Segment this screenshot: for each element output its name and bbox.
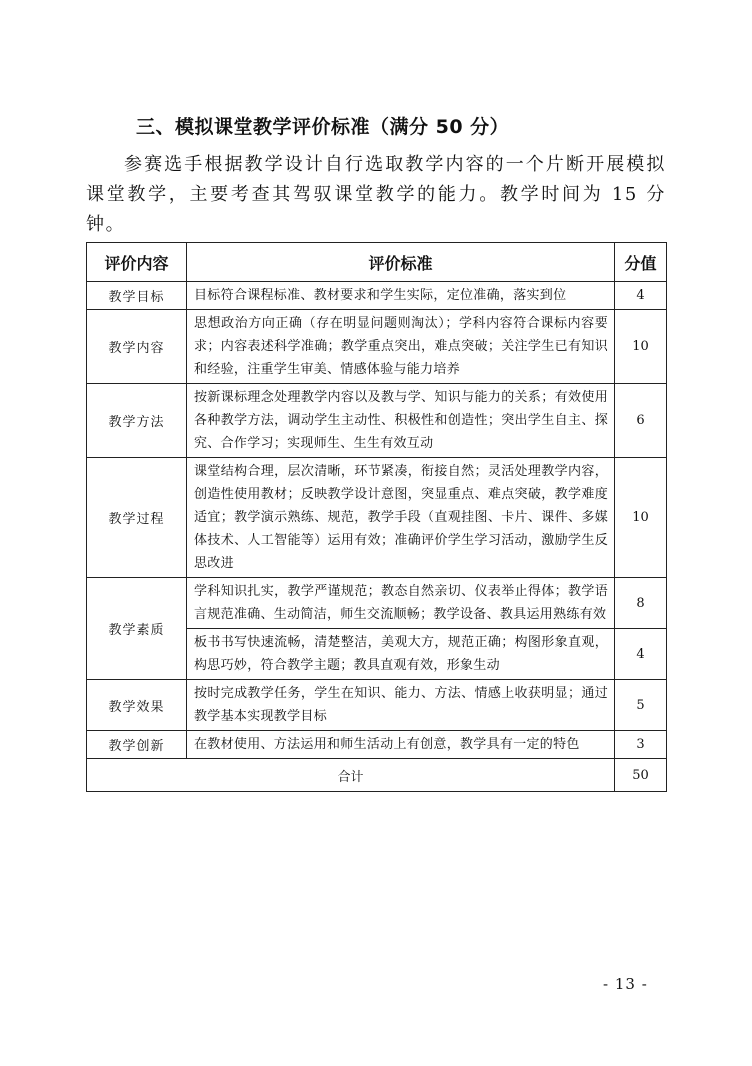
row-criteria: 思想政治方向正确（存在明显问题则淘汰）；学科内容符合课标内容要求；内容表述科学准确；教学重点突出，难点突破；关注学生已有知识和经验，注重学生审美、情感体验与能力培养	[187, 310, 615, 384]
row-criteria: 板书书写快速流畅，清楚整洁，美观大方，规范正确；构图形象直观，构思巧妙，符合教学主题；教具直观有效，形象生动	[187, 629, 615, 680]
total-label: 合计	[87, 759, 615, 792]
row-category: 教学效果	[87, 680, 187, 731]
header-score: 分值	[615, 243, 667, 282]
page-number: - 13 -	[603, 975, 648, 993]
header-criteria: 评价标准	[187, 243, 615, 282]
row-score: 6	[615, 384, 667, 458]
table-row	[87, 282, 667, 310]
row-criteria: 在教材使用、方法运用和师生活动上有创意，教学具有一定的特色	[187, 731, 615, 759]
total-score: 50	[615, 759, 667, 792]
row-score: 3	[615, 731, 667, 759]
table-row	[87, 680, 667, 731]
row-category: 教学创新	[87, 731, 187, 759]
table-row	[87, 578, 667, 629]
row-score: 4	[615, 629, 667, 680]
table-row	[87, 731, 667, 759]
row-criteria: 学科知识扎实，教学严谨规范；教态自然亲切、仪表举止得体；教学语言规范准确、生动简洁，师生交流顺畅；教学设备、教具运用熟练有效	[187, 578, 615, 629]
row-score: 5	[615, 680, 667, 731]
row-score: 10	[615, 310, 667, 384]
row-category: 教学过程	[87, 458, 187, 578]
table-header-row	[87, 243, 667, 282]
table-row	[87, 310, 667, 384]
row-score: 10	[615, 458, 667, 578]
row-category: 教学素质	[87, 578, 187, 680]
row-criteria: 课堂结构合理，层次清晰，环节紧凑，衔接自然；灵活处理教学内容，创造性使用教材；反映教学设计意图，突显重点、难点突破，教学难度适宜；教学演示熟练、规范，教学手段（直观挂图、卡片、课件、多媒体技术、人工智能等）运用有效；准确评价学生学习活动，激励学生反思改进	[187, 458, 615, 578]
row-category: 教学内容	[87, 310, 187, 384]
header-category: 评价内容	[87, 243, 187, 282]
table-row	[87, 458, 667, 578]
row-score: 4	[615, 282, 667, 310]
section-title: 三、模拟课堂教学评价标准（满分 50 分）	[136, 116, 510, 138]
row-criteria: 按新课标理念处理教学内容以及教与学、知识与能力的关系；有效使用各种教学方法，调动学生主动性、积极性和创造性；突出学生自主、探究、合作学习；实现师生、生生有效互动	[187, 384, 615, 458]
row-criteria: 按时完成教学任务，学生在知识、能力、方法、情感上收获明显；通过教学基本实现教学目标	[187, 680, 615, 731]
row-category: 教学目标	[87, 282, 187, 310]
evaluation-table	[86, 242, 667, 792]
intro-paragraph: 参赛选手根据教学设计自行选取教学内容的一个片断开展模拟课堂教学，主要考查其驾驭课堂教学的能力。教学时间为 15 分钟。	[86, 154, 666, 235]
row-criteria: 目标符合课程标准、教材要求和学生实际，定位准确，落实到位	[187, 282, 615, 310]
total-row	[87, 759, 667, 792]
row-score: 8	[615, 578, 667, 629]
table-row	[87, 384, 667, 458]
row-category: 教学方法	[87, 384, 187, 458]
